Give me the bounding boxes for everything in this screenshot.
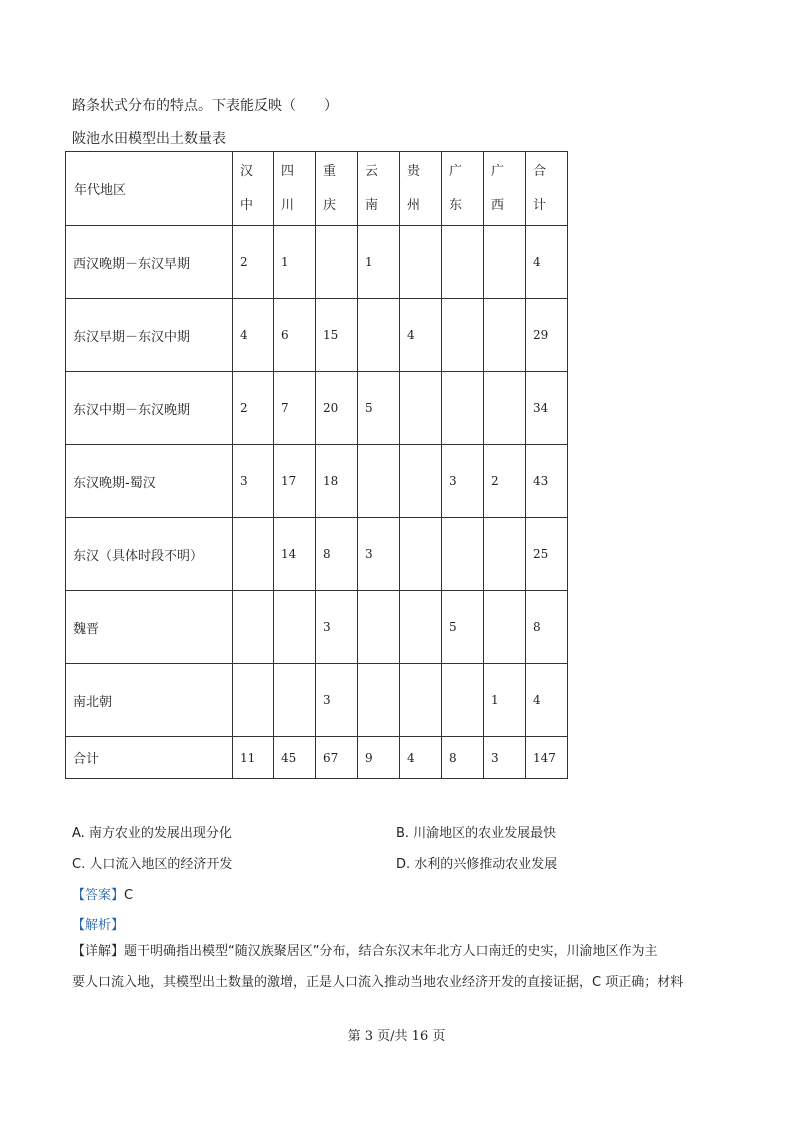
column-header-char: 西 xyxy=(491,197,505,213)
table-row xyxy=(66,445,568,518)
table-cell xyxy=(442,664,484,737)
table-cell xyxy=(484,372,526,445)
option-b[interactable]: B. 川渝地区的农业发展最快 xyxy=(396,826,557,841)
table-cell: 4 xyxy=(233,299,274,372)
table-row xyxy=(66,299,568,372)
column-header xyxy=(358,152,400,226)
page-footer: 第 3 页/共 16 页 xyxy=(347,1029,446,1044)
column-header-char: 庆 xyxy=(323,197,337,213)
table-cell: 45 xyxy=(274,737,316,779)
table-cell xyxy=(442,518,484,591)
column-header-char: 广 xyxy=(449,163,463,179)
table-cell xyxy=(442,226,484,299)
table-header-row xyxy=(66,152,568,226)
table-cell: 3 xyxy=(442,445,484,518)
table-cell: 20 xyxy=(316,372,358,445)
table-cell: 4 xyxy=(400,299,442,372)
row-label: 南北朝 xyxy=(66,664,233,737)
column-header-char: 广 xyxy=(491,163,505,179)
table-cell: 43 xyxy=(526,445,568,518)
table-cell: 5 xyxy=(442,591,484,664)
column-header xyxy=(484,152,526,226)
table-cell: 7 xyxy=(274,372,316,445)
column-header-char: 贵 xyxy=(407,163,421,179)
column-header-char: 南 xyxy=(365,197,379,213)
table-total-row xyxy=(66,737,568,779)
column-header-char: 川 xyxy=(281,197,295,213)
option-a[interactable]: A. 南方农业的发展出现分化 xyxy=(72,826,232,841)
option-d[interactable]: D. 水利的兴修推动农业发展 xyxy=(396,857,558,872)
table-cell xyxy=(233,591,274,664)
table-cell xyxy=(316,226,358,299)
detail-paragraph-line-1 xyxy=(72,937,732,967)
row-label: 魏晋 xyxy=(66,591,233,664)
detail-text-1: 题干明确指出模型“随汉族聚居区”分布，结合东汉末年北方人口南迁的史实，川渝地区作为主 xyxy=(124,944,658,959)
row-label: 合计 xyxy=(66,737,233,779)
row-label: 东汉中期－东汉晚期 xyxy=(66,372,233,445)
table-cell xyxy=(442,299,484,372)
column-header-char: 州 xyxy=(407,197,421,213)
column-header-char: 计 xyxy=(533,197,547,213)
table-cell: 25 xyxy=(526,518,568,591)
table-cell xyxy=(400,226,442,299)
table-cell xyxy=(400,591,442,664)
table-cell: 5 xyxy=(358,372,400,445)
column-header-char: 中 xyxy=(240,197,254,213)
column-header xyxy=(400,152,442,226)
column-header xyxy=(316,152,358,226)
table-cell: 3 xyxy=(358,518,400,591)
table-cell xyxy=(274,591,316,664)
table-cell xyxy=(233,518,274,591)
detail-paragraph-line-2: 要人口流入地，其模型出土数量的激增，正是人口流入推动当地农业经济开发的直接证据，C 项正确；材料 xyxy=(72,975,684,990)
table-cell: 1 xyxy=(358,226,400,299)
table-cell: 3 xyxy=(316,591,358,664)
row-label: 东汉早期－东汉中期 xyxy=(66,299,233,372)
column-header xyxy=(526,152,568,226)
table-cell: 18 xyxy=(316,445,358,518)
column-header-char: 汉 xyxy=(240,163,254,179)
answer-tag: 【答案】 xyxy=(72,888,125,903)
table-cell: 14 xyxy=(274,518,316,591)
table-cell xyxy=(400,518,442,591)
table-cell xyxy=(400,445,442,518)
table-cell: 8 xyxy=(442,737,484,779)
table-cell: 3 xyxy=(316,664,358,737)
table-caption: 陂池水田模型出土数量表 xyxy=(72,131,226,147)
table-cell: 4 xyxy=(400,737,442,779)
table-cell: 8 xyxy=(316,518,358,591)
column-header-char: 合 xyxy=(533,163,547,179)
column-header-char: 重 xyxy=(323,163,337,179)
table-cell xyxy=(484,226,526,299)
table-cell: 29 xyxy=(526,299,568,372)
question-stem-text: 路条状式分布的特点。下表能反映（ ） xyxy=(72,98,338,114)
table-cell: 2 xyxy=(484,445,526,518)
table-cell: 15 xyxy=(316,299,358,372)
table-cell: 3 xyxy=(233,445,274,518)
column-header-char: 云 xyxy=(365,163,379,179)
table-cell xyxy=(358,299,400,372)
table-cell xyxy=(442,372,484,445)
table-cell: 9 xyxy=(358,737,400,779)
answer-value: C xyxy=(124,888,134,903)
analysis-heading xyxy=(72,914,124,933)
excavation-count-table xyxy=(65,151,568,779)
table-cell xyxy=(484,299,526,372)
table-row xyxy=(66,226,568,299)
table-cell: 2 xyxy=(233,372,274,445)
column-header xyxy=(233,152,274,226)
table-cell: 3 xyxy=(484,737,526,779)
table-cell xyxy=(358,445,400,518)
table-cell xyxy=(358,591,400,664)
table-cell xyxy=(400,664,442,737)
row-label: 东汉（具体时段不明） xyxy=(66,518,233,591)
table-row xyxy=(66,518,568,591)
table-cell xyxy=(358,664,400,737)
table-cell: 147 xyxy=(526,737,568,779)
table-cell: 1 xyxy=(274,226,316,299)
table-cell: 6 xyxy=(274,299,316,372)
row-label: 东汉晚期-蜀汉 xyxy=(66,445,233,518)
table-cell: 2 xyxy=(233,226,274,299)
analysis-tag: 【解析】 xyxy=(72,918,125,933)
table-cell: 8 xyxy=(526,591,568,664)
column-header-char: 东 xyxy=(449,197,463,213)
column-header xyxy=(442,152,484,226)
column-header-char: 四 xyxy=(281,163,295,179)
table-row xyxy=(66,664,568,737)
table-cell: 1 xyxy=(484,664,526,737)
table-row xyxy=(66,591,568,664)
table-cell: 11 xyxy=(233,737,274,779)
column-header xyxy=(274,152,316,226)
answer-line xyxy=(72,884,133,903)
detail-tag: 【详解】 xyxy=(72,944,125,959)
table-cell: 67 xyxy=(316,737,358,779)
corner-header: 年代地区 xyxy=(66,152,233,226)
table-cell: 34 xyxy=(526,372,568,445)
table-cell: 17 xyxy=(274,445,316,518)
table-cell xyxy=(233,664,274,737)
table-cell xyxy=(484,518,526,591)
table-row xyxy=(66,372,568,445)
table-cell xyxy=(274,664,316,737)
table-cell: 4 xyxy=(526,226,568,299)
option-c[interactable]: C. 人口流入地区的经济开发 xyxy=(72,857,233,872)
table-cell xyxy=(400,372,442,445)
table-cell xyxy=(484,591,526,664)
table-cell: 4 xyxy=(526,664,568,737)
row-label: 西汉晚期－东汉早期 xyxy=(66,226,233,299)
